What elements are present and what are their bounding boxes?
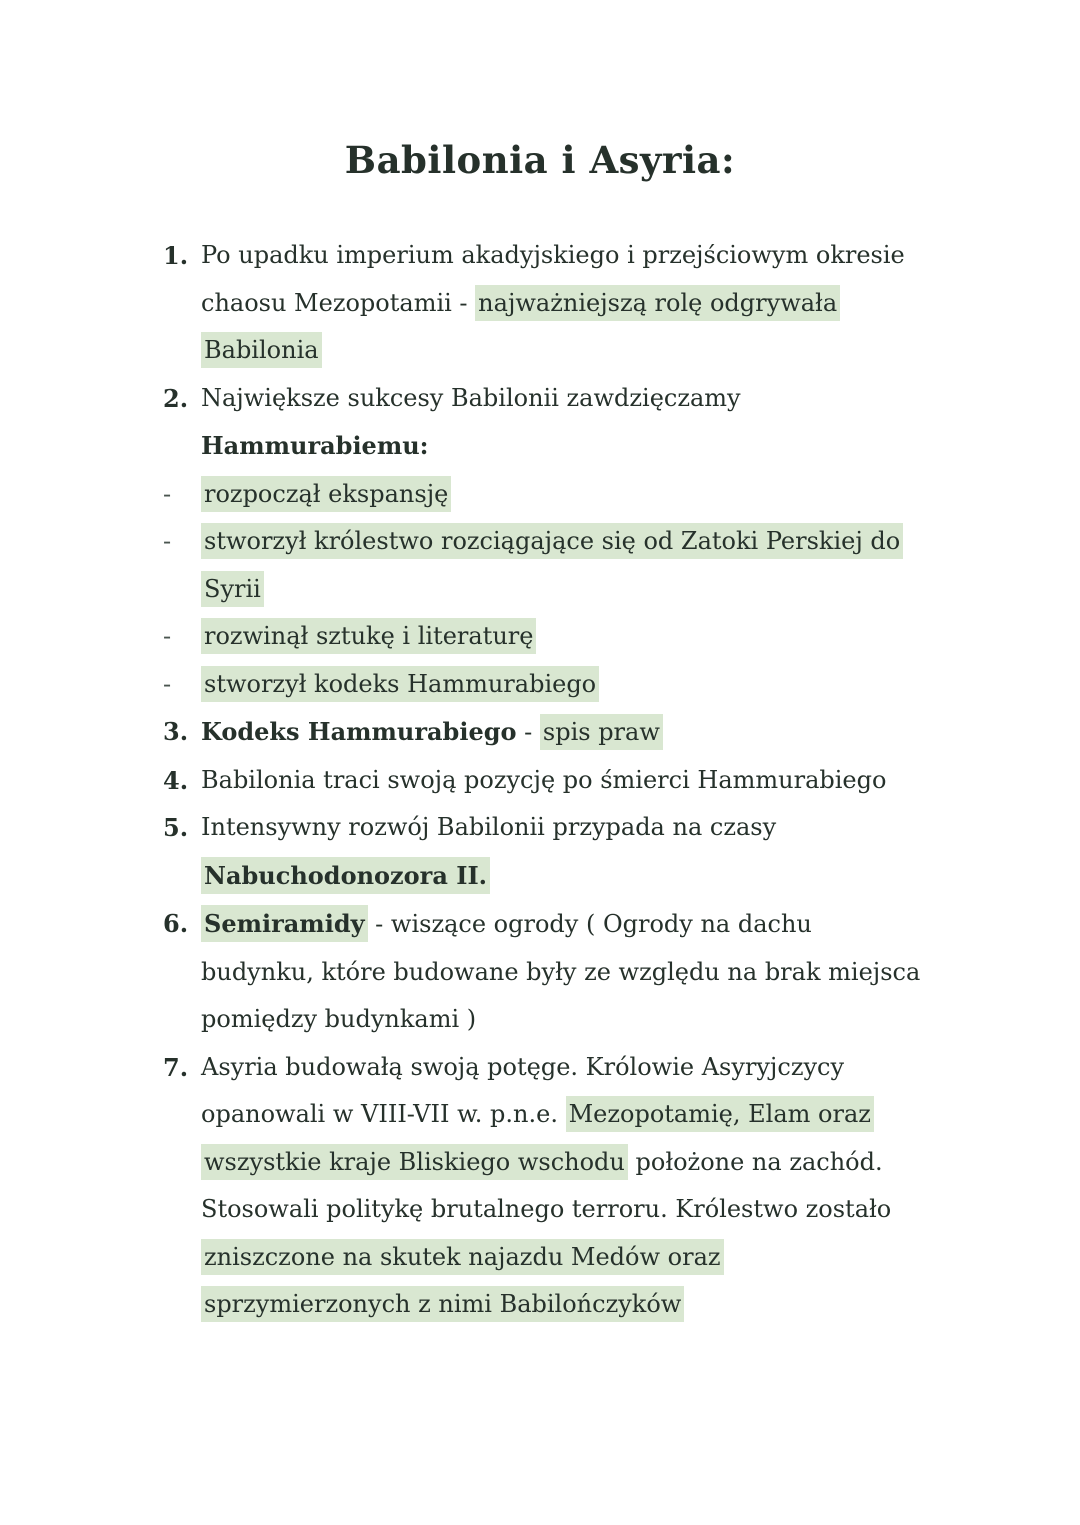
highlighted-text: spis praw: [540, 714, 663, 750]
highlighted-text: Nabuchodonozora II.: [201, 857, 490, 894]
list-item-text: [201, 232, 922, 375]
list-item: [163, 232, 922, 375]
list-item: [163, 471, 922, 519]
list-item-text: [201, 375, 922, 471]
highlighted-text: rozwinął sztukę i literaturę: [201, 618, 536, 654]
dash-marker: -: [163, 622, 172, 650]
number-marker: 1.: [163, 241, 189, 270]
text-segment: położone na zachód. Stosowali politykę brutalnego terroru. Królestwo zostało: [201, 1147, 892, 1223]
list-item-text: [201, 613, 922, 661]
text-segment: - wiszące ogrody ( Ogrody na dachu budynku, które budowane były ze względu na brak miejsca pomiędzy budynkami ): [201, 910, 921, 1033]
highlighted-text: najważniejszą rolę odgrywała Babilonia: [201, 285, 840, 369]
text-segment: Hammurabiemu:: [201, 431, 429, 460]
list-item: [163, 1044, 922, 1329]
text-segment: -: [516, 718, 540, 746]
list-item: [163, 518, 922, 613]
number-marker: 7.: [163, 1052, 189, 1082]
highlighted-text: Semiramidy: [201, 905, 368, 942]
number-marker: 3.: [163, 717, 189, 746]
highlighted-text: stworzył królestwo rozciągające się od Zatoki Perskiej do Syrii: [201, 523, 903, 607]
dash-marker: -: [163, 669, 172, 698]
list-item-text: [201, 708, 922, 757]
text-segment: Asyria budowałą swoją potęge. Królowie Asyryjczycy opanowali w VIII-VII w. p.n.e.: [201, 1052, 845, 1128]
text-segment: Intensywny rozwój Babilonii przypada na czasy: [201, 813, 777, 841]
number-marker: 4.: [163, 765, 189, 795]
list-item: [163, 375, 922, 471]
list-item-text: [201, 804, 922, 900]
text-segment: Kodeks Hammurabiego: [201, 717, 517, 746]
dash-marker: -: [163, 527, 172, 555]
list-item: [163, 757, 922, 805]
list-item-text: [201, 518, 922, 613]
list-item: [163, 804, 922, 900]
list-item: [163, 661, 922, 709]
list-item-text: [201, 661, 922, 709]
highlighted-text: Mezopotamię, Elam oraz wszystkie kraje Bliskiego wschodu: [201, 1096, 874, 1180]
list-item-text: [201, 900, 922, 1044]
dash-marker: -: [163, 479, 172, 508]
number-marker: 2.: [163, 383, 189, 413]
list-item: [163, 613, 922, 661]
page-title: Babilonia i Asyria:: [344, 138, 736, 182]
text-segment: Największe sukcesy Babilonii zawdzięczamy: [201, 383, 741, 412]
notes-list: [0, 232, 1080, 1329]
list-item-text: [201, 1044, 922, 1329]
highlighted-text: zniszczone na skutek najazdu Medów oraz sprzymierzonych z nimi Babilończyków: [201, 1239, 724, 1323]
number-marker: 6.: [163, 909, 189, 938]
list-item-text: [201, 471, 922, 519]
text-segment: Babilonia traci swoją pozycję po śmierci Hammurabiego: [201, 765, 887, 794]
list-item: [163, 708, 922, 757]
number-marker: 5.: [163, 813, 189, 842]
highlighted-text: stworzył kodeks Hammurabiego: [201, 666, 599, 702]
text-segment: Po upadku imperium akadyjskiego i przejściowym okresie chaosu Mezopotamii -: [201, 241, 905, 317]
list-item-text: [201, 757, 922, 805]
highlighted-text: rozpoczął ekspansję: [201, 476, 451, 512]
list-item: [163, 900, 922, 1044]
